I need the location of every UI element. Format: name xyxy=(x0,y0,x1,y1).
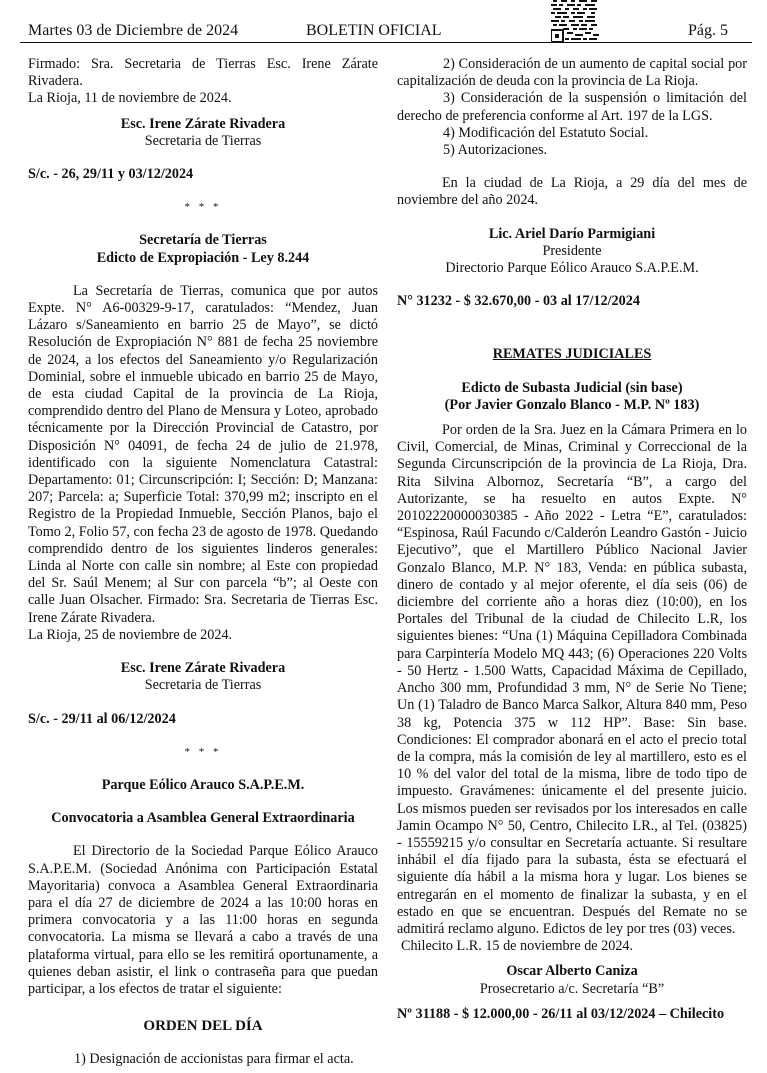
publication-reference: N° 31232 - $ 32.670,00 - 03 al 17/12/2024 xyxy=(397,293,640,310)
header-date: Martes 03 de Diciembre de 2024 xyxy=(28,22,239,39)
convocatoria-body: El Directorio de la Sociedad Parque Eólico Arauco S.A.P.E.M. (Sociedad Anónima con Participación Estatal Mayoritaria) convoca a Asamblea General Extraordinaria para el día 27 de diciembre de 2024 a las 10:00 horas en primera convocatoria y a las 11:00 horas en segunda convocatoria. La misma se llevará a cabo a través de una plataforma virtual, para ello se les remitirá oportunamente, a quienes deban asistir, el link o contraseña para que puedan participar, a los efectos de tratar el siguiente: xyxy=(28,843,378,997)
subasta-subtitle: (Por Javier Gonzalo Blanco - M.P. Nº 183) xyxy=(444,396,700,413)
signature-name: Lic. Ariel Darío Parmigiani xyxy=(488,225,656,242)
signature-role: Prosecretario a/c. Secretaría “B” xyxy=(479,980,665,997)
signature-organization: Directorio Parque Eólico Arauco S.A.P.E.M. xyxy=(445,260,699,277)
qr-code-icon xyxy=(551,0,601,42)
company-title: Parque Eólico Arauco S.A.P.E.M. xyxy=(101,776,305,793)
intro-signed-text: Firmado: Sra. Secretaria de Tierras Esc. Irene Zárate Rivadera. xyxy=(28,56,378,90)
orden-item: 3) Consideración de la suspensión o limitación del derecho de preferencia conforme al Art. 197 de la LGS. xyxy=(397,90,747,124)
signature-name: Oscar Alberto Caniza xyxy=(506,963,638,980)
orden-item: 4) Modificación del Estatuto Social. xyxy=(443,124,649,141)
separator: * * * xyxy=(184,201,222,214)
right-column xyxy=(397,56,747,1023)
publication-reference: S/c. - 29/11 al 06/12/2024 xyxy=(28,710,176,727)
signature-name: Esc. Irene Zárate Rivadera xyxy=(120,115,286,132)
subasta-body: Por orden de la Sra. Juez en la Cámara Primera en lo Civil, Comercial, de Minas, Criminal y Correccional de la Segunda Circunscripción de la provincia de La Rioja, Dra. Rita Silvina Albornoz, Secretaría “B”, a cargo del Autorizante, se ha resuelto en autos Expte. N° 20102220000030385 - Año 2022 - Letra “E”, caratulados: “Espinosa, Raúl Facundo c/Calderón Leandro Gastón - Juicio Ejecutivo”, que el Martillero Público Nacional Javier Gonzalo Blanco, M.P. N° 183, Venda: en pública subasta, dinero de contado y al mejor oferente, el día seis (06) de diciembre del corriente año a horas diez (10:00), en los Portales del Tribunal de la ciudad de Chilecito L.R, los siguientes bienes: “Una (1) Máquina Cepilladora Combinada para Carpintería Modelo MQ 443; (6) Operaciones 220 Volts - 50 Hertz - 1.500 Watts, Capacidad Máxima de Cepillado, Ancho 300 mm, Profundidad 3 mm, N° de Serie No Tiene; Un (1) Taladro de Banco Marca Salkor, Altura 840 mm, Peso 38 kg, Potencia 375 w 112 HP”. Base: Sin base. Condiciones: El comprador abonará en el acto el precio total de la compra, más la comisión de ley al martillero, esto es el 10 % del valor del total de la misma, libre de todo tipo de impuesto. Gravámenes: únicamente el del presente juicio. Los mismos pueden ser revisados por los interesados en calle Jamin Ocampo N° 50, Centro, Chilecito LR., al Tel. (03825) - 15559215 y/o consultar en Secretaría actuante. Si resultare inhábil el día fijado para la subasta, ésta se efectuará el siguiente día hábil a la misma hora y lugar. Los bienes se entregarán en el momento de finalizar la subasta, y en el estado en que se encuentran. Después del Remate no se admitirá reclamo alguno. Edictos de ley por tres (03) veces. xyxy=(397,422,747,937)
signature-name: Esc. Irene Zárate Rivadera xyxy=(120,660,286,677)
orden-item: 5) Autorizaciones. xyxy=(443,142,548,159)
header-page-number: Pág. 5 xyxy=(688,22,728,39)
publication-reference: S/c. - 26, 29/11 y 03/12/2024 xyxy=(28,166,194,183)
section-title: REMATES JUDICIALES xyxy=(492,346,652,363)
edict-title: Secretaría de Tierras xyxy=(139,232,267,249)
orden-item: 1) Designación de accionistas para firmar el acta. xyxy=(74,1051,354,1068)
left-column xyxy=(28,56,378,1069)
edict-body: La Secretaría de Tierras, comunica que por autos Expte. N° A6-00329-9-17, caratulados: “Mendez, Juan Lázaro s/Saneamiento en barrio 25 de Mayo”, se dictó Resolución de Expropiación N° 881 de fecha 25 noviembre de 2024, a los efectos del Saneamiento y/o Regularización Dominial, sobre el inmueble ubicado en barrio 25 de Mayo, de esta ciudad Capital de la provincia de La Rioja, comprendido dentro del Plano de Mensura y Loteo, aprobado técnicamente por la Dirección Provincial de Catastro, por Disposición N° 04091, de fecha 24 de julio de 21.978, identificado con la siguiente Nomenclatura Catastral: Departamento: 01; Circunscripción: I; Sección: D; Manzana: 207; Parcela: a; Superficie Total: 370,99 m2; inscripto en el Registro de la Propiedad Inmueble, Sección Planos, bajo el Tomo 2, Folio 57, con fecha 23 de agosto de 1978. Quedando comprendido dentro de los siguientes linderos generales: Linda al Norte con calle sin nombre; al Este con propiedad del Sr. Saúl Menem; al Sur con parcela “b”; al Oeste con calle Juan Olsacher. Firmado: Sra. Secretaria de Tierras Esc. Irene Zárate Rivadera. xyxy=(28,282,378,626)
publication-reference: Nº 31188 - $ 12.000,00 - 26/11 al 03/12/2024 – Chilecito xyxy=(397,1005,725,1022)
signature-role: Secretaria de Tierras xyxy=(144,132,262,149)
intro-date: La Rioja, 11 de noviembre de 2024. xyxy=(28,90,232,107)
convocatoria-closing: En la ciudad de La Rioja, a 29 día del mes de noviembre del año 2024. xyxy=(397,175,747,209)
signature-role: Presidente xyxy=(542,242,602,259)
subasta-title: Edicto de Subasta Judicial (sin base) xyxy=(461,379,683,396)
edict-subtitle: Edicto de Expropiación - Ley 8.244 xyxy=(96,249,310,266)
signature-role: Secretaria de Tierras xyxy=(144,677,262,694)
subasta-date: Chilecito L.R. 15 de noviembre de 2024. xyxy=(401,938,634,955)
orden-del-dia-title: ORDEN DEL DÍA xyxy=(143,1018,263,1035)
edict-date: La Rioja, 25 de noviembre de 2024. xyxy=(28,626,233,643)
separator: * * * xyxy=(184,745,222,758)
convocatoria-title: Convocatoria a Asamblea General Extraordinaria xyxy=(51,810,355,827)
orden-item: 2) Consideración de un aumento de capital social por capitalización de deuda con la provincia de La Rioja. xyxy=(397,56,747,90)
header-divider xyxy=(20,42,752,43)
header-title: BOLETIN OFICIAL xyxy=(306,22,442,39)
